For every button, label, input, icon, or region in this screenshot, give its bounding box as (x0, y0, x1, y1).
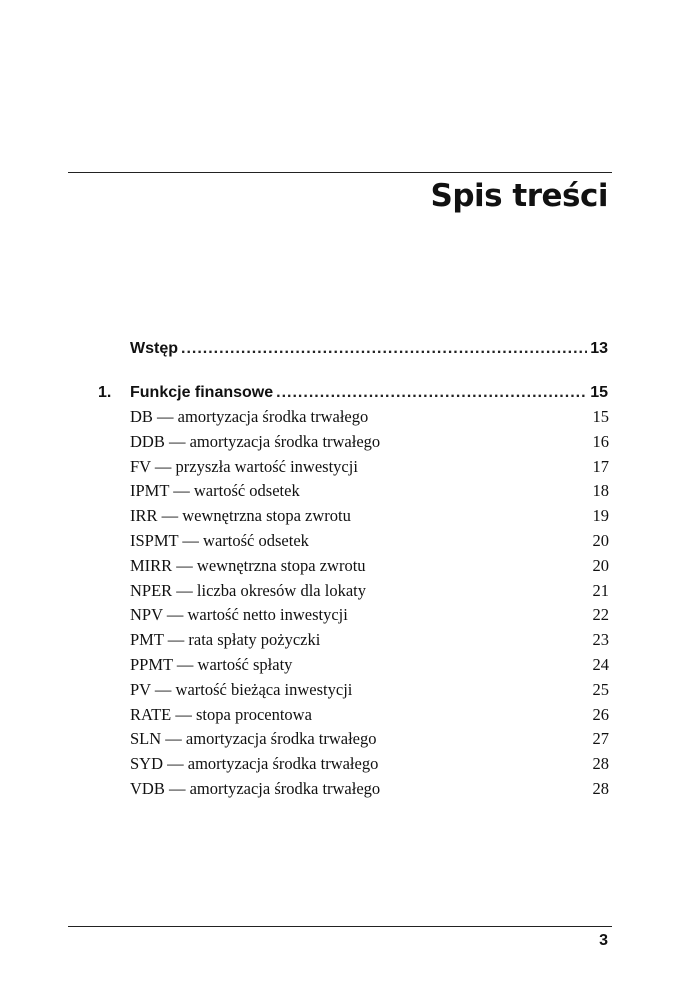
toc-subentry[interactable] (130, 407, 609, 432)
toc-subentry-page: 22 (592, 605, 609, 625)
toc-subentry-page: 16 (592, 431, 609, 451)
toc-entry-intro[interactable] (98, 340, 608, 362)
page-title: Spis treści (430, 178, 608, 214)
chapter-number: 1. (98, 384, 112, 401)
toc-subentry-label: IPMT — wartość odsetek (130, 481, 300, 501)
chapter-title: Funkcje finansowe (130, 384, 274, 401)
toc-subentry[interactable] (130, 506, 609, 531)
toc-subentry[interactable] (130, 581, 609, 606)
toc-subentry-label: PMT — rata spłaty pożyczki (130, 630, 321, 650)
toc-subentry[interactable] (130, 680, 609, 705)
toc-subentry-label: FV — przyszła wartość inwestycji (130, 456, 358, 476)
chapter-page: 15 (590, 384, 608, 401)
toc-subentry-label: DB — amortyzacja środka trwałego (130, 407, 369, 426)
toc-subentry-page: 25 (592, 679, 609, 699)
toc-subentry-label: PPMT — wartość spłaty (130, 654, 293, 674)
toc-subentry-label: NPV — wartość netto inwestycji (130, 605, 348, 625)
toc-subentry[interactable] (130, 630, 609, 655)
toc-subentry-page: 21 (592, 580, 609, 600)
toc-subentry[interactable] (130, 779, 609, 804)
toc-subentry[interactable] (130, 729, 609, 754)
toc-subentry-page: 20 (592, 530, 609, 550)
toc-subentry-page: 28 (592, 754, 609, 774)
toc-subentry-page: 23 (592, 630, 609, 650)
toc-subentry[interactable] (130, 655, 609, 680)
toc-entry-page: 13 (590, 340, 608, 357)
toc-subentry[interactable] (130, 531, 609, 556)
toc-subentry-label: SLN — amortyzacja środka trwałego (130, 729, 377, 749)
toc-subentry-label: NPER — liczba okresów dla lokaty (130, 580, 366, 600)
toc-subentry-label: IRR — wewnętrzna stopa zwrotu (130, 506, 351, 526)
chapter-1-entries (130, 407, 609, 804)
toc-subentry-page: 15 (592, 407, 609, 426)
toc-subentry-page: 17 (592, 456, 609, 476)
toc-entry-chapter-1[interactable] (98, 384, 608, 406)
toc-subentry-page: 19 (592, 506, 609, 526)
toc-subentry-label: ISPMT — wartość odsetek (130, 530, 309, 550)
toc-subentry-label: VDB — amortyzacja środka trwałego (130, 778, 381, 798)
toc-subentry-page: 20 (592, 555, 609, 575)
toc-subentry-label: RATE — stopa procentowa (130, 704, 312, 724)
dot-leader (181, 340, 587, 358)
toc-subentry[interactable] (130, 754, 609, 779)
toc-subentry-page: 28 (592, 778, 609, 798)
toc-entry-label: Wstęp (130, 340, 178, 357)
toc-subentry[interactable] (130, 705, 609, 730)
toc-subentry-label: DDB — amortyzacja środka trwałego (130, 431, 381, 451)
toc-subentry[interactable] (130, 432, 609, 457)
toc-subentry[interactable] (130, 481, 609, 506)
toc-subentry[interactable] (130, 457, 609, 482)
toc-subentry-page: 26 (592, 704, 609, 724)
toc-subentry[interactable] (130, 556, 609, 581)
bottom-rule (68, 926, 612, 927)
dot-leader (276, 384, 587, 402)
toc-subentry-label: SYD — amortyzacja środka trwałego (130, 754, 379, 774)
toc-subentry-label: MIRR — wewnętrzna stopa zwrotu (130, 555, 366, 575)
toc-subentry[interactable] (130, 605, 609, 630)
top-rule (68, 172, 612, 173)
toc-subentry-page: 18 (592, 481, 609, 501)
toc-subentry-page: 24 (592, 654, 609, 674)
toc-subentry-page: 27 (592, 729, 609, 749)
page-number: 3 (599, 932, 608, 949)
toc-subentry-label: PV — wartość bieżąca inwestycji (130, 679, 353, 699)
